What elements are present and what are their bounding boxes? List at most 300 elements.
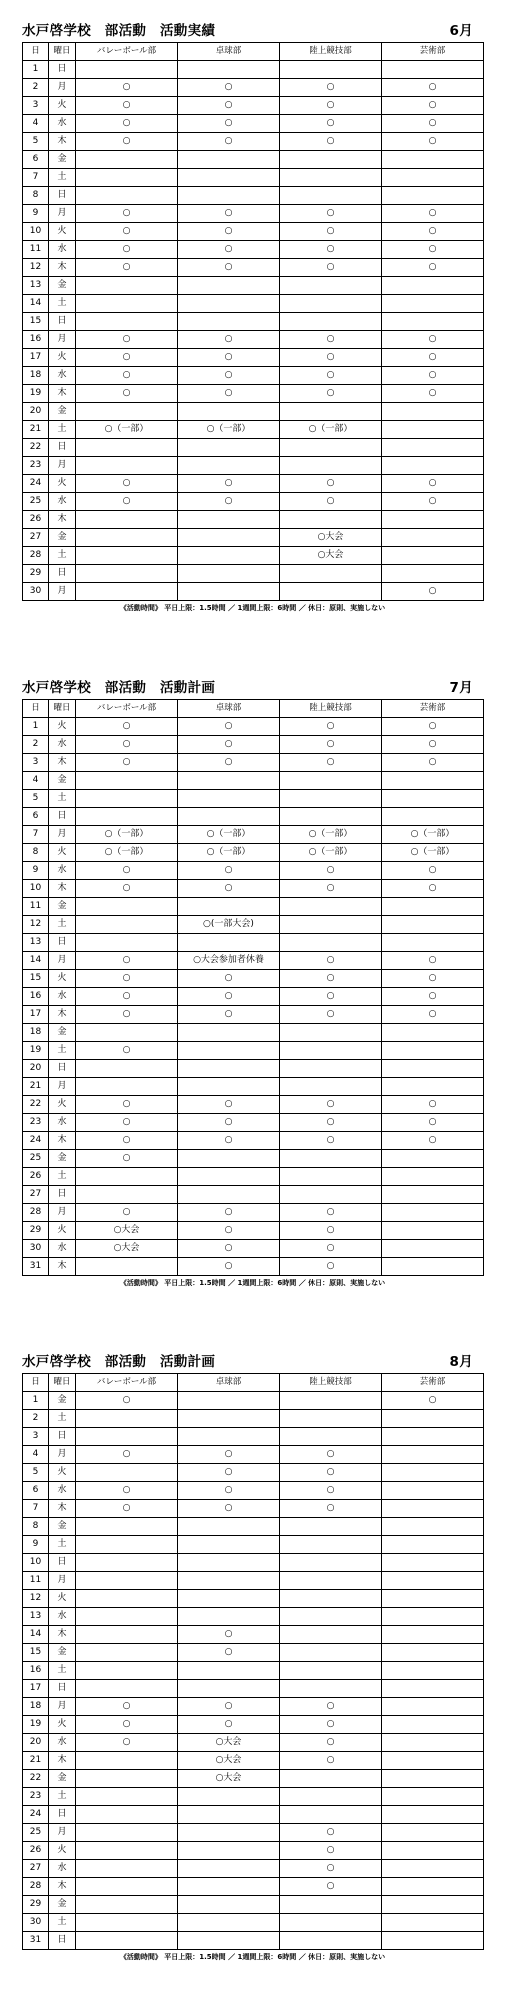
activity-cell	[76, 1878, 178, 1896]
weekday-cell: 金	[49, 1896, 76, 1914]
table-row	[23, 1132, 484, 1150]
activity-cell	[382, 403, 484, 421]
column-header: 陸上競技部	[280, 700, 382, 718]
activity-cell	[280, 583, 382, 601]
day-cell: 3	[23, 1428, 49, 1446]
activity-cell	[280, 1536, 382, 1554]
activity-cell	[76, 772, 178, 790]
table-row	[23, 952, 484, 970]
activity-cell	[382, 1518, 484, 1536]
day-cell: 24	[23, 1132, 49, 1150]
activity-cell	[178, 403, 280, 421]
day-cell: 6	[23, 151, 49, 169]
weekday-cell: 火	[49, 475, 76, 493]
activity-cell: ○	[178, 115, 280, 133]
day-cell: 1	[23, 1392, 49, 1410]
activity-cell	[76, 1644, 178, 1662]
day-cell: 29	[23, 1896, 49, 1914]
activity-cell	[280, 295, 382, 313]
table-row	[23, 277, 484, 295]
activity-cell: ○（一部）	[76, 826, 178, 844]
weekday-cell: 日	[49, 313, 76, 331]
activity-cell	[280, 313, 382, 331]
activity-cell: ○大会	[280, 529, 382, 547]
table-row	[23, 151, 484, 169]
activity-cell	[76, 1626, 178, 1644]
activity-cell: ○大会	[178, 1770, 280, 1788]
activity-cell: ○大会	[178, 1734, 280, 1752]
activity-cell: ○	[280, 1842, 382, 1860]
activity-cell	[280, 898, 382, 916]
activity-cell: ○	[280, 1824, 382, 1842]
day-cell: 16	[23, 331, 49, 349]
activity-cell	[280, 511, 382, 529]
table-row	[23, 1204, 484, 1222]
weekday-cell: 土	[49, 1536, 76, 1554]
activity-cell: ○	[178, 349, 280, 367]
activity-cell	[382, 295, 484, 313]
day-cell: 3	[23, 97, 49, 115]
activity-cell	[280, 1168, 382, 1186]
activity-cell	[76, 1896, 178, 1914]
activity-cell: ○	[76, 331, 178, 349]
table-row	[23, 1572, 484, 1590]
table-row	[23, 241, 484, 259]
activity-cell	[382, 1608, 484, 1626]
activity-cell: ○	[280, 97, 382, 115]
table-row	[23, 403, 484, 421]
activity-cell	[178, 1842, 280, 1860]
day-cell: 13	[23, 1608, 49, 1626]
activity-cell: ○	[178, 1644, 280, 1662]
column-header: 日	[23, 700, 49, 718]
activity-cell: ○(一部大会)	[178, 916, 280, 934]
activity-cell	[178, 1536, 280, 1554]
activity-cell	[280, 1186, 382, 1204]
table-row	[23, 844, 484, 862]
weekday-cell: 土	[49, 169, 76, 187]
table-row	[23, 1186, 484, 1204]
day-cell: 29	[23, 1222, 49, 1240]
activity-cell: ○	[280, 331, 382, 349]
table-row	[23, 1114, 484, 1132]
activity-cell	[280, 565, 382, 583]
activity-cell	[382, 1024, 484, 1042]
table-row	[23, 1410, 484, 1428]
day-cell: 16	[23, 1662, 49, 1680]
table-row	[23, 1554, 484, 1572]
activity-cell	[76, 565, 178, 583]
activity-cell: ○	[178, 1114, 280, 1132]
table-row	[23, 421, 484, 439]
activity-cell: ○	[280, 349, 382, 367]
activity-cell: ○	[178, 1626, 280, 1644]
table-row	[23, 1698, 484, 1716]
activity-cell: ○（一部）	[280, 844, 382, 862]
section-title: 水戸啓学校 部活動 活動実績	[22, 23, 216, 39]
activity-cell: ○	[178, 205, 280, 223]
table-row	[23, 259, 484, 277]
activity-cell: ○	[280, 367, 382, 385]
activity-cell: ○	[178, 475, 280, 493]
table-row	[23, 790, 484, 808]
activity-time-note: 《活動時間》 平日上限：1.5時間 ／ 1週間上限：6時間 ／ 休日：原則、実施しない	[119, 604, 386, 612]
weekday-cell: 土	[49, 1410, 76, 1428]
day-cell: 23	[23, 1788, 49, 1806]
activity-cell: ○	[76, 241, 178, 259]
weekday-cell: 水	[49, 1240, 76, 1258]
activity-cell	[382, 187, 484, 205]
activity-cell: ○	[382, 862, 484, 880]
activity-cell	[178, 1788, 280, 1806]
activity-cell: ○	[178, 988, 280, 1006]
activity-cell	[178, 1680, 280, 1698]
weekday-cell: 火	[49, 1222, 76, 1240]
activity-cell: ○	[178, 367, 280, 385]
day-cell: 12	[23, 1590, 49, 1608]
activity-cell	[382, 547, 484, 565]
activity-cell	[382, 1482, 484, 1500]
activity-cell: ○	[280, 1878, 382, 1896]
table-row	[23, 475, 484, 493]
activity-cell	[382, 1788, 484, 1806]
table-row	[23, 313, 484, 331]
weekday-cell: 木	[49, 133, 76, 151]
activity-cell: ○	[382, 1114, 484, 1132]
activity-cell: ○	[382, 1006, 484, 1024]
day-cell: 30	[23, 1240, 49, 1258]
day-cell: 13	[23, 277, 49, 295]
activity-cell	[76, 511, 178, 529]
activity-time-note: 《活動時間》 平日上限：1.5時間 ／ 1週間上限：6時間 ／ 休日：原則、実施しない	[119, 1953, 386, 1961]
activity-cell	[178, 1932, 280, 1950]
activity-cell	[382, 1150, 484, 1168]
column-header: 曜日	[49, 1374, 76, 1392]
table-row	[23, 736, 484, 754]
day-cell: 10	[23, 223, 49, 241]
activity-cell: ○	[280, 952, 382, 970]
day-cell: 2	[23, 736, 49, 754]
activity-cell	[76, 1770, 178, 1788]
section-header	[22, 671, 483, 699]
activity-cell	[178, 898, 280, 916]
activity-cell: ○	[382, 988, 484, 1006]
activity-cell: ○	[382, 223, 484, 241]
day-cell: 25	[23, 1150, 49, 1168]
table-row	[23, 1482, 484, 1500]
activity-cell	[76, 187, 178, 205]
activity-cell: ○	[382, 385, 484, 403]
activity-cell	[280, 1932, 382, 1950]
activity-cell: ○	[76, 1096, 178, 1114]
table-row	[23, 772, 484, 790]
activity-cell	[382, 1572, 484, 1590]
activity-cell	[76, 916, 178, 934]
activity-cell	[382, 1590, 484, 1608]
activity-cell: ○	[178, 241, 280, 259]
table-header-row	[23, 43, 484, 61]
weekday-cell: 金	[49, 772, 76, 790]
section-month: 8月	[449, 1354, 473, 1370]
activity-cell: ○	[76, 1132, 178, 1150]
activity-cell	[280, 1914, 382, 1932]
weekday-cell: 金	[49, 1392, 76, 1410]
weekday-cell: 木	[49, 1132, 76, 1150]
activity-cell	[178, 1590, 280, 1608]
activity-cell	[76, 1168, 178, 1186]
day-cell: 31	[23, 1258, 49, 1276]
day-cell: 26	[23, 1168, 49, 1186]
activity-cell: ○	[382, 1096, 484, 1114]
day-cell: 21	[23, 1078, 49, 1096]
activity-cell: ○	[76, 1006, 178, 1024]
day-cell: 18	[23, 367, 49, 385]
table-row	[23, 1896, 484, 1914]
activity-cell: ○	[280, 1464, 382, 1482]
activity-cell	[382, 1896, 484, 1914]
day-cell: 18	[23, 1024, 49, 1042]
weekday-cell: 火	[49, 844, 76, 862]
activity-cell: ○	[280, 1482, 382, 1500]
activity-cell	[382, 1204, 484, 1222]
activity-cell	[382, 1042, 484, 1060]
activity-cell	[76, 808, 178, 826]
table-row	[23, 511, 484, 529]
weekday-cell: 土	[49, 1788, 76, 1806]
activity-cell	[178, 169, 280, 187]
day-cell: 25	[23, 493, 49, 511]
table-row	[23, 583, 484, 601]
weekday-cell: 木	[49, 259, 76, 277]
activity-cell: ○	[280, 1752, 382, 1770]
section-month: 7月	[449, 680, 473, 696]
table-row	[23, 1060, 484, 1078]
table-row	[23, 916, 484, 934]
weekday-cell: 月	[49, 1698, 76, 1716]
day-cell: 16	[23, 988, 49, 1006]
day-cell: 27	[23, 1186, 49, 1204]
activity-cell: ○	[280, 1446, 382, 1464]
activity-cell: ○	[178, 223, 280, 241]
column-header: 曜日	[49, 43, 76, 61]
activity-cell	[280, 1060, 382, 1078]
weekday-cell: 月	[49, 1204, 76, 1222]
table-row	[23, 529, 484, 547]
table-row	[23, 718, 484, 736]
activity-cell: ○	[178, 718, 280, 736]
weekday-cell: 土	[49, 295, 76, 313]
activity-cell: ○	[280, 1716, 382, 1734]
activity-cell: ○	[178, 331, 280, 349]
activity-cell	[178, 457, 280, 475]
day-cell: 7	[23, 826, 49, 844]
activity-table	[22, 699, 484, 1276]
weekday-cell: 木	[49, 1878, 76, 1896]
day-cell: 23	[23, 457, 49, 475]
activity-cell	[382, 565, 484, 583]
activity-cell: ○	[382, 205, 484, 223]
activity-cell	[178, 1860, 280, 1878]
activity-cell	[280, 169, 382, 187]
activity-cell: ○	[76, 385, 178, 403]
activity-cell: ○	[178, 493, 280, 511]
day-cell: 15	[23, 313, 49, 331]
activity-cell	[280, 808, 382, 826]
activity-cell	[178, 1554, 280, 1572]
weekday-cell: 日	[49, 1186, 76, 1204]
column-header: 卓球部	[178, 1374, 280, 1392]
activity-cell	[382, 1860, 484, 1878]
activity-cell: ○	[76, 223, 178, 241]
activity-cell	[280, 1410, 382, 1428]
column-header: 日	[23, 1374, 49, 1392]
activity-cell	[280, 1078, 382, 1096]
activity-cell: ○	[178, 1240, 280, 1258]
table-row	[23, 1626, 484, 1644]
activity-cell	[178, 1168, 280, 1186]
activity-cell	[76, 1554, 178, 1572]
weekday-cell: 日	[49, 808, 76, 826]
day-cell: 25	[23, 1824, 49, 1842]
activity-cell	[280, 1572, 382, 1590]
activity-cell	[280, 934, 382, 952]
day-cell: 29	[23, 565, 49, 583]
table-row	[23, 1878, 484, 1896]
activity-cell: ○	[76, 259, 178, 277]
weekday-cell: 火	[49, 223, 76, 241]
section-header	[22, 14, 483, 42]
table-row	[23, 1734, 484, 1752]
day-cell: 5	[23, 790, 49, 808]
day-cell: 28	[23, 547, 49, 565]
table-row	[23, 1042, 484, 1060]
day-cell: 8	[23, 1518, 49, 1536]
activity-cell: ○	[280, 862, 382, 880]
day-cell: 17	[23, 1680, 49, 1698]
activity-cell: ○	[76, 880, 178, 898]
column-header: 芸術部	[382, 1374, 484, 1392]
activity-cell	[178, 547, 280, 565]
activity-cell: ○	[280, 1734, 382, 1752]
table-row	[23, 79, 484, 97]
activity-cell	[382, 439, 484, 457]
weekday-cell: 月	[49, 331, 76, 349]
activity-cell	[76, 583, 178, 601]
activity-table	[22, 1373, 484, 1950]
table-row	[23, 1222, 484, 1240]
activity-cell	[382, 1842, 484, 1860]
activity-cell	[178, 1410, 280, 1428]
column-header: バレーボール部	[76, 1374, 178, 1392]
day-cell: 26	[23, 511, 49, 529]
day-cell: 2	[23, 1410, 49, 1428]
activity-cell	[382, 1258, 484, 1276]
table-row	[23, 1932, 484, 1950]
activity-cell	[382, 1464, 484, 1482]
activity-cell: ○	[76, 349, 178, 367]
weekday-cell: 金	[49, 1024, 76, 1042]
activity-cell	[178, 439, 280, 457]
activity-cell	[382, 1500, 484, 1518]
table-row	[23, 862, 484, 880]
table-row	[23, 1662, 484, 1680]
day-cell: 6	[23, 1482, 49, 1500]
activity-cell: ○	[178, 1204, 280, 1222]
activity-cell	[382, 511, 484, 529]
table-row	[23, 547, 484, 565]
weekday-cell: 金	[49, 1770, 76, 1788]
activity-cell: ○	[382, 79, 484, 97]
activity-cell: ○	[178, 1006, 280, 1024]
activity-cell	[178, 1428, 280, 1446]
activity-cell: ○	[178, 97, 280, 115]
activity-cell	[76, 1024, 178, 1042]
table-row	[23, 1464, 484, 1482]
section-month: 6月	[449, 23, 473, 39]
activity-cell	[178, 295, 280, 313]
day-cell: 1	[23, 61, 49, 79]
table-row	[23, 1500, 484, 1518]
activity-cell: ○	[76, 1500, 178, 1518]
table-row	[23, 133, 484, 151]
activity-cell: ○	[178, 754, 280, 772]
activity-cell: ○	[178, 736, 280, 754]
weekday-cell: 日	[49, 1806, 76, 1824]
day-cell: 20	[23, 1734, 49, 1752]
activity-cell: ○大会	[280, 547, 382, 565]
weekday-cell: 木	[49, 511, 76, 529]
table-row	[23, 349, 484, 367]
activity-cell	[382, 1662, 484, 1680]
activity-cell	[178, 61, 280, 79]
weekday-cell: 金	[49, 403, 76, 421]
day-cell: 28	[23, 1878, 49, 1896]
activity-cell	[76, 1428, 178, 1446]
activity-cell: ○	[178, 79, 280, 97]
activity-cell	[382, 1770, 484, 1788]
table-row	[23, 1428, 484, 1446]
day-cell: 15	[23, 1644, 49, 1662]
activity-cell	[382, 1644, 484, 1662]
day-cell: 11	[23, 1572, 49, 1590]
activity-cell: ○	[280, 1500, 382, 1518]
activity-cell: ○	[382, 880, 484, 898]
activity-cell	[382, 1168, 484, 1186]
weekday-cell: 木	[49, 880, 76, 898]
activity-cell	[76, 898, 178, 916]
activity-cell	[76, 1842, 178, 1860]
day-cell: 19	[23, 1042, 49, 1060]
day-cell: 21	[23, 1752, 49, 1770]
day-cell: 17	[23, 1006, 49, 1024]
activity-cell	[280, 403, 382, 421]
table-row	[23, 1024, 484, 1042]
activity-cell: ○	[76, 493, 178, 511]
activity-cell: ○	[178, 1222, 280, 1240]
table-row	[23, 880, 484, 898]
activity-cell	[382, 277, 484, 295]
weekday-cell: 金	[49, 151, 76, 169]
activity-cell	[76, 1186, 178, 1204]
activity-cell: ○	[280, 970, 382, 988]
activity-cell	[178, 511, 280, 529]
activity-cell	[280, 151, 382, 169]
activity-cell	[76, 61, 178, 79]
activity-cell: ○	[280, 205, 382, 223]
weekday-cell: 水	[49, 1482, 76, 1500]
table-header-row	[23, 1374, 484, 1392]
activity-cell	[76, 277, 178, 295]
